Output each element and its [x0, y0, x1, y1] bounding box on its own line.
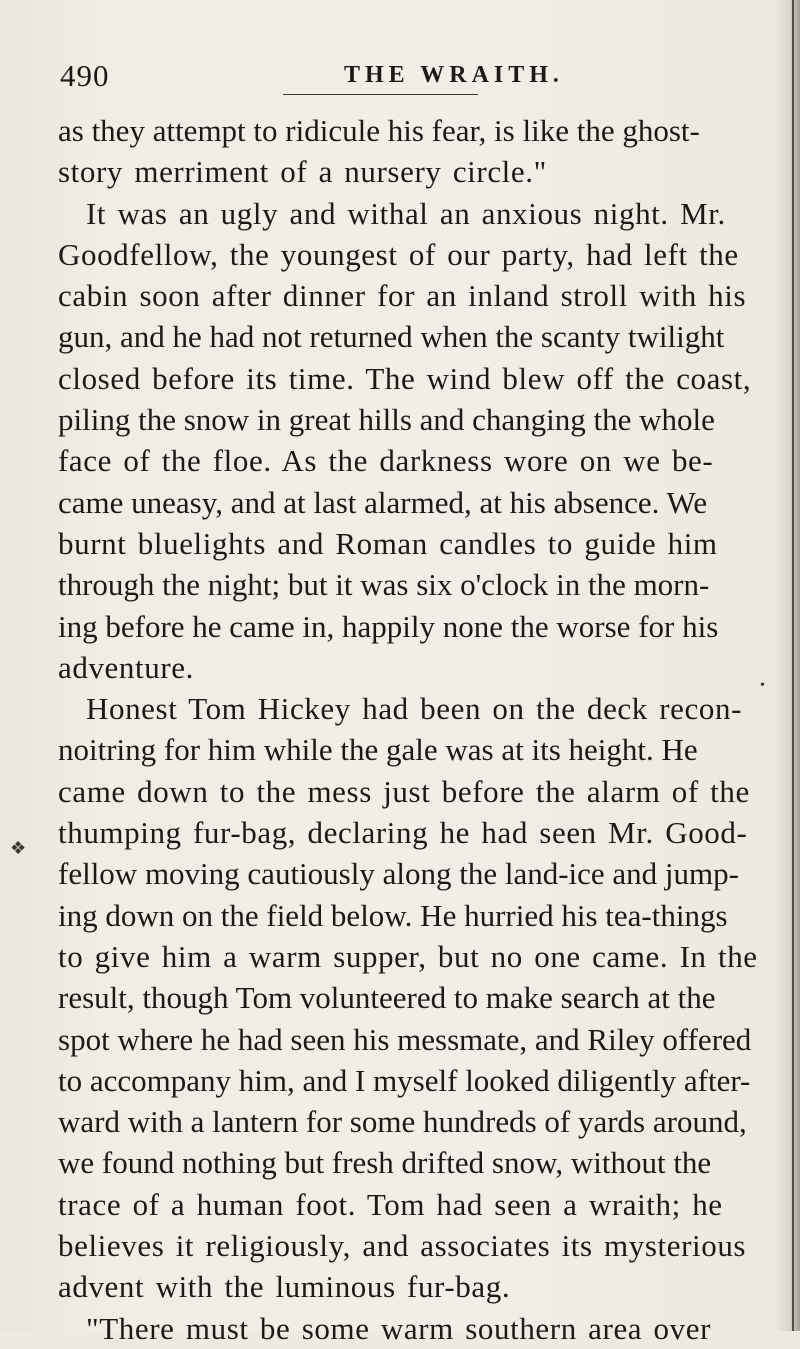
text-line: trace of a human foot. Tom had seen a wraith; he: [58, 1186, 723, 1222]
text-line: ward with a lantern for some hundreds of yards around,: [58, 1104, 747, 1140]
text-line: came down to the mess just before the alarm of the: [58, 773, 750, 809]
text-line: noitring for him while the gale was at its height. He: [58, 732, 698, 768]
text-line: adventure.: [58, 649, 194, 685]
page-edge-shadow: [774, 0, 800, 1331]
text-line: Honest Tom Hickey had been on the deck recon-: [86, 691, 742, 727]
running-head: THE WRAITH.: [344, 62, 564, 88]
text-line: we found nothing but fresh drifted snow, without the: [58, 1145, 712, 1181]
margin-mark-icon: ❖: [10, 838, 27, 858]
text-line: ing down on the field below. He hurried his tea-things: [58, 897, 728, 933]
text-line: thumping fur-bag, declaring he had seen Mr. Good-: [58, 815, 748, 851]
page-edge-line: [792, 0, 794, 1331]
text-line: burnt bluelights and Roman candles to guide him: [58, 525, 718, 561]
text-line: as they attempt to ridicule his fear, is like the ghost-: [58, 113, 700, 148]
text-line: spot where he had seen his messmate, and Riley offered: [58, 1021, 752, 1057]
body-text: [58, 110, 758, 1349]
text-line: believes it religiously, and associates its mysterious: [58, 1228, 747, 1264]
text-line: face of the floe. As the darkness wore on we be-: [58, 443, 714, 479]
text-line: piling the snow in great hills and changing the whole: [58, 402, 715, 438]
text-line: result, though Tom volunteered to make search at the: [58, 980, 716, 1016]
text-line: "There must be some warm southern area over: [86, 1310, 711, 1346]
text-line: story merriment of a nursery circle.": [58, 154, 547, 190]
text-line: fellow moving cautiously along the land-ice and jump-: [58, 856, 739, 892]
text-line: to give him a warm supper, but no one came. In the: [58, 938, 758, 974]
page-number: 490: [60, 58, 110, 93]
text-line: Goodfellow, the youngest of our party, had left the: [58, 236, 739, 272]
text-line: advent with the luminous fur-bag.: [58, 1269, 511, 1305]
text-line: closed before its time. The wind blew off the coast,: [58, 360, 752, 396]
text-line: through the night; but it was six o'clock in the morn-: [58, 567, 710, 603]
text-line: to accompany him, and I myself looked diligently after-: [58, 1062, 751, 1098]
margin-dot-icon: •: [760, 678, 765, 693]
text-line: cabin soon after dinner for an inland stroll with his: [58, 278, 747, 314]
page-header: [60, 58, 760, 98]
text-line: ing before he came in, happily none the worse for his: [58, 608, 719, 644]
header-rule: [283, 94, 478, 95]
text-line: gun, and he had not returned when the scanty twilight: [58, 319, 725, 355]
text-line: came uneasy, and at last alarmed, at his absence. We: [58, 484, 708, 520]
text-line: It was an ugly and withal an anxious night. Mr.: [86, 195, 726, 231]
